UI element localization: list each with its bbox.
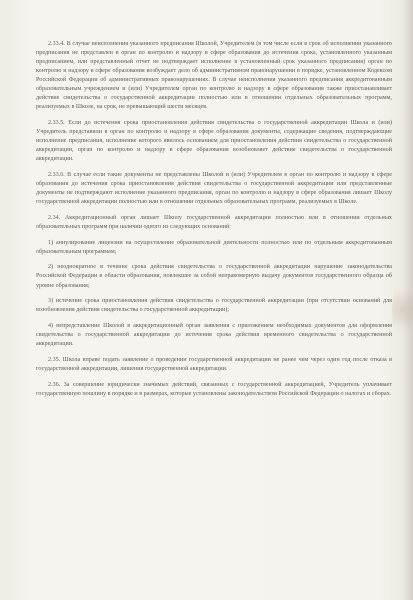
list-item-4: 4) непредставление Школой в аккредитационный орган заявления с приложением необходимых документов для оформления свидетельства о государственной аккредитации до истечения срока действия временного свидетельства о государственной аккредитации. (36, 323, 392, 348)
paragraph-2-34: 2.34. Аккредитационный орган лишает Школу государственной аккредитации полностью или в отношении отдельных образовательных программ при наличии одного из следующих оснований: (36, 214, 392, 230)
list-item-3: 3) истечение срока приостановления действия свидетельства о государственной аккредитации (при отсутствии оснований для возобновления действия свидетельства о государственной аккредитации); (36, 298, 392, 314)
paragraph-2-33-6: 2.33.6. В случае если такие документы не представлены Школой и (или) Учредителем в орган по контролю и надзору в сфере образования до истечения срока приостановления действия свидетельства о государственной аккредитации или представленные документы не подтверждают исполнение указанного предписания, орган по контролю и надзору в сфере образования лишает Школу государственной аккредитации полностью или в отношении отдельных образовательных программ, реализуемых в Школе. (36, 171, 392, 206)
document-body (36, 40, 392, 399)
paper-smudge (392, 280, 413, 340)
paragraph-2-36: 2.36. За совершение юридически значимых действий, связанных с государственной аккредитацией, Учредитель уплачивает государственную пошлину в порядке и в размерах, которые установлены законодательством Российской Федерации о налогах и сборах. (36, 381, 392, 397)
list-item-2: 2) неоднократное в течение срока действия свидетельства о государственной аккредитации нарушение законодательства Российской Федерации в области образования, повлекшее за собой неправомерную выдачу документов государственного образца об уровне образования; (36, 264, 392, 289)
paragraph-2-33-4: 2.33.4. В случае неисполнения указанного предписания Школой, Учредителем (в том числе если в срок об исполнении указанного предписания не представлен в орган по контролю и надзору в сфере образования до истечения срока, установленного указанным предписанием, или представленный отчет не подтверждает исполнение в установленный срок указанного предписания) орган по контролю и надзору в сфере образования возбуждает дело об административном правонарушении в порядке, установленном Кодексом Российской Федерации об административных правонарушениях. В случае неисполнения указанного предписания аккредитованным образовательным учреждением и (или) Учредителем орган по контролю и надзору в сфере образования также приостанавливает действие свидетельства о государственной аккредитации полностью или в отношении отдельных образовательных программ, реализуемых в Школе, на срок, не превышающий шести месяцев. (36, 41, 392, 111)
list-item-1: 1) аннулирование лицензии на осуществление образовательной деятельности полностью или по отдельным аккредитованным образовательным программам; (36, 239, 392, 255)
paragraph-2-35: 2.35. Школа вправе подать заявление о проведении государственной аккредитации не ранее чем через один год после отказа в государственной аккредитации, лишения государственной аккредитации. (36, 356, 392, 372)
paragraph-2-33-5: 2.33.5. Если до истечения срока приостановления действия свидетельства о государственной аккредитации Школа и (или) Учредитель представили в орган по контролю и надзору в сфере образования документы, содержащие сведения, подтверждающие исполнение предписания, исполнение которого явилось основанием для приостановления действия свидетельства о государственной аккредитации, орган по контролю и надзору в сфере образования возобновляет действие свидетельства о государственной аккредитации. (36, 120, 392, 163)
